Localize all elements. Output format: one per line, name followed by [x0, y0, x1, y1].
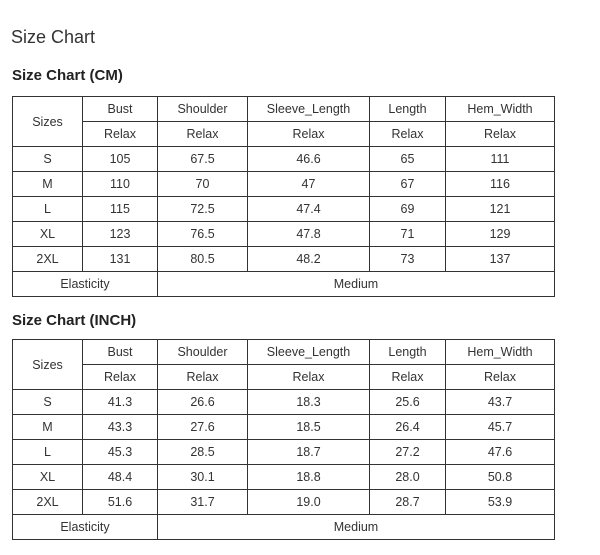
value-cell: 137 [446, 247, 555, 272]
value-cell: 73 [370, 247, 446, 272]
size-cell: L [13, 440, 83, 465]
column-header: Length [370, 97, 446, 122]
value-cell: 27.6 [158, 415, 248, 440]
fit-cell: Relax [446, 122, 555, 147]
value-cell: 67 [370, 172, 446, 197]
fit-row [13, 365, 555, 390]
fit-cell: Relax [83, 365, 158, 390]
table-row [13, 415, 555, 440]
value-cell: 69 [370, 197, 446, 222]
header-row [13, 340, 555, 365]
table-row [13, 222, 555, 247]
value-cell: 47 [248, 172, 370, 197]
table-row [13, 247, 555, 272]
value-cell: 70 [158, 172, 248, 197]
value-cell: 47.8 [248, 222, 370, 247]
value-cell: 43.7 [446, 390, 555, 415]
table-row [13, 465, 555, 490]
elasticity-value: Medium [158, 272, 555, 297]
value-cell: 111 [446, 147, 555, 172]
size-cell: M [13, 415, 83, 440]
elasticity-row [13, 515, 555, 540]
value-cell: 45.3 [83, 440, 158, 465]
value-cell: 129 [446, 222, 555, 247]
size-cell: XL [13, 465, 83, 490]
value-cell: 28.0 [370, 465, 446, 490]
table-row [13, 440, 555, 465]
elasticity-label: Elasticity [13, 515, 158, 540]
value-cell: 115 [83, 197, 158, 222]
fit-cell: Relax [370, 365, 446, 390]
column-header: Sleeve_Length [248, 97, 370, 122]
value-cell: 26.4 [370, 415, 446, 440]
fit-cell: Relax [158, 122, 248, 147]
value-cell: 45.7 [446, 415, 555, 440]
elasticity-label: Elasticity [13, 272, 158, 297]
size-table-inch [12, 339, 555, 540]
value-cell: 28.7 [370, 490, 446, 515]
fit-row [13, 122, 555, 147]
value-cell: 47.4 [248, 197, 370, 222]
fit-cell: Relax [158, 365, 248, 390]
value-cell: 121 [446, 197, 555, 222]
column-header: Shoulder [158, 97, 248, 122]
value-cell: 110 [83, 172, 158, 197]
value-cell: 116 [446, 172, 555, 197]
value-cell: 26.6 [158, 390, 248, 415]
value-cell: 18.5 [248, 415, 370, 440]
sizes-header: Sizes [13, 97, 83, 147]
value-cell: 43.3 [83, 415, 158, 440]
section-title-inch: Size Chart (INCH) [12, 312, 137, 329]
value-cell: 51.6 [83, 490, 158, 515]
value-cell: 48.4 [83, 465, 158, 490]
value-cell: 67.5 [158, 147, 248, 172]
fit-cell: Relax [83, 122, 158, 147]
elasticity-value: Medium [158, 515, 555, 540]
table-row [13, 147, 555, 172]
column-header: Shoulder [158, 340, 248, 365]
size-cell: M [13, 172, 83, 197]
value-cell: 27.2 [370, 440, 446, 465]
value-cell: 105 [83, 147, 158, 172]
value-cell: 131 [83, 247, 158, 272]
fit-cell: Relax [446, 365, 555, 390]
value-cell: 71 [370, 222, 446, 247]
value-cell: 19.0 [248, 490, 370, 515]
value-cell: 76.5 [158, 222, 248, 247]
value-cell: 30.1 [158, 465, 248, 490]
size-cell: XL [13, 222, 83, 247]
value-cell: 123 [83, 222, 158, 247]
table-row [13, 390, 555, 415]
column-header: Bust [83, 340, 158, 365]
column-header: Hem_Width [446, 97, 555, 122]
value-cell: 18.3 [248, 390, 370, 415]
value-cell: 41.3 [83, 390, 158, 415]
column-header: Bust [83, 97, 158, 122]
size-cell: L [13, 197, 83, 222]
size-cell: 2XL [13, 247, 83, 272]
column-header: Length [370, 340, 446, 365]
value-cell: 28.5 [158, 440, 248, 465]
value-cell: 50.8 [446, 465, 555, 490]
elasticity-row [13, 272, 555, 297]
value-cell: 72.5 [158, 197, 248, 222]
value-cell: 53.9 [446, 490, 555, 515]
value-cell: 47.6 [446, 440, 555, 465]
value-cell: 65 [370, 147, 446, 172]
sizes-header: Sizes [13, 340, 83, 390]
value-cell: 25.6 [370, 390, 446, 415]
header-row [13, 97, 555, 122]
value-cell: 48.2 [248, 247, 370, 272]
table-row [13, 172, 555, 197]
size-table-cm [12, 96, 555, 297]
size-cell: S [13, 147, 83, 172]
page-title: Size Chart [11, 27, 96, 47]
value-cell: 46.6 [248, 147, 370, 172]
fit-cell: Relax [370, 122, 446, 147]
column-header: Sleeve_Length [248, 340, 370, 365]
size-cell: 2XL [13, 490, 83, 515]
column-header: Hem_Width [446, 340, 555, 365]
section-title-cm: Size Chart (CM) [12, 67, 123, 84]
table-row [13, 490, 555, 515]
table-row [13, 197, 555, 222]
size-cell: S [13, 390, 83, 415]
fit-cell: Relax [248, 365, 370, 390]
value-cell: 18.7 [248, 440, 370, 465]
value-cell: 18.8 [248, 465, 370, 490]
value-cell: 80.5 [158, 247, 248, 272]
value-cell: 31.7 [158, 490, 248, 515]
fit-cell: Relax [248, 122, 370, 147]
